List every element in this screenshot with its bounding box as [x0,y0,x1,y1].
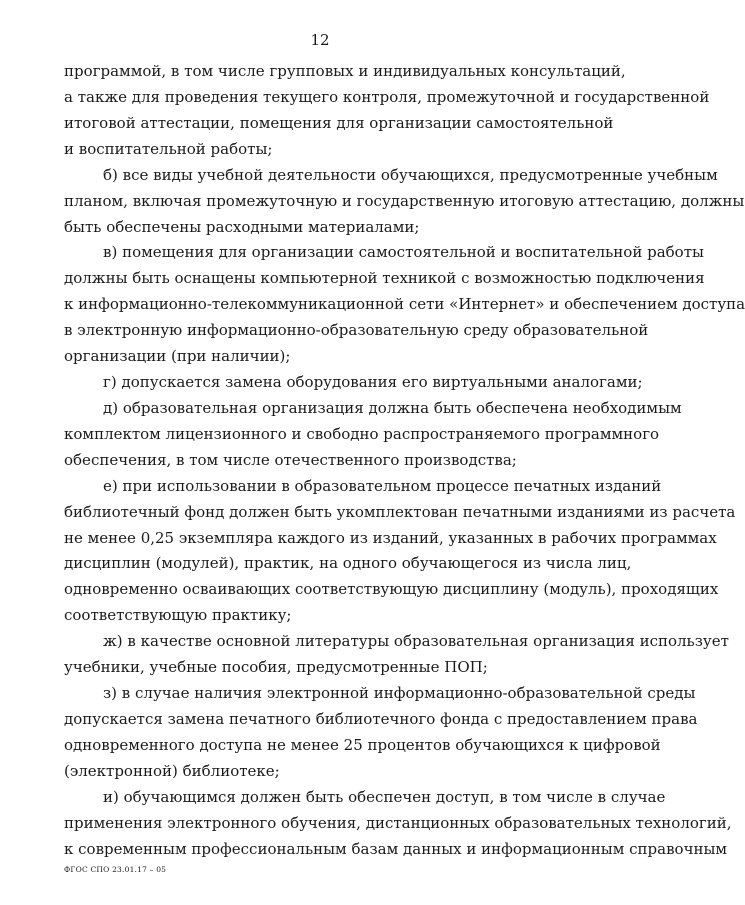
document-footer: ФГОС СПО 23.01.17 – 05 [64,865,167,874]
text-line: в электронную информационно-образовательную среду образовательной [64,321,649,340]
text-line: программой, в том числе групповых и индивидуальных консультаций, [64,62,626,80]
text-line: библиотечный фонд должен быть укомплектован печатными изданиями из расчета [64,502,736,521]
page-number: 12 [310,31,330,49]
text-line: организации (при наличии); [64,347,291,366]
text-line: в) помещения для организации самостоятельной и воспитательной работы [103,243,704,262]
text-line: и воспитательной работы; [64,139,273,158]
text-line: комплектом лицензионного и свободно распространяемого программного [64,424,660,443]
text-line: быть обеспечены расходными материалами; [64,217,420,236]
text-line: допускается замена печатного библиотечного фонда с предоставлением права [64,710,698,728]
text-line: должны быть оснащены компьютерной техникой с возможностью подключения [64,269,705,288]
text-line: обеспечения, в том числе отечественного производства; [64,450,517,469]
text-line: не менее 0,25 экземпляра каждого из изданий, указанных в рабочих программах [64,528,717,547]
text-line: дисциплин (модулей), практик, на одного обучающегося из числа лиц, [64,554,632,573]
text-line: а также для проведения текущего контроля, промежуточной и государственной [64,87,710,106]
text-line: г) допускается замена оборудования его виртуальными аналогами; [103,373,643,392]
text-line: соответствующую практику; [64,606,292,625]
text-line: ж) в качестве основной литературы образовательная организация использует [103,632,729,651]
text-line: учебники, учебные пособия, предусмотренные ПОП; [64,658,488,677]
text-line: д) образовательная организация должна быть обеспечена необходимым [103,398,682,417]
text-line: е) при использовании в образовательном процессе печатных изданий [103,476,662,495]
text-line: к современным профессиональным базам данных и информационным справочным [64,839,728,858]
text-line: и) обучающимся должен быть обеспечен доступ, в том числе в случае [103,787,666,806]
text-line: (электронной) библиотеке; [64,761,280,780]
text-line: одновременно осваивающих соответствующую дисциплину (модуль), проходящих [64,580,719,599]
text-line: итоговой аттестации, помещения для организации самостоятельной [64,113,614,132]
text-line: применения электронного обучения, дистанционных образовательных технологий, [64,813,732,832]
text-line: одновременного доступа не менее 25 процентов обучающихся к цифровой [64,735,661,754]
text-line: к информационно-телекоммуникационной сети «Интернет» и обеспечением доступа [64,295,745,314]
text-line: з) в случае наличия электронной информационно-образовательной среды [103,684,696,703]
text-line: б) все виды учебной деятельности обучающихся, предусмотренные учебным [103,165,718,184]
text-line: планом, включая промежуточную и государственную итоговую аттестацию, должны [64,191,745,210]
